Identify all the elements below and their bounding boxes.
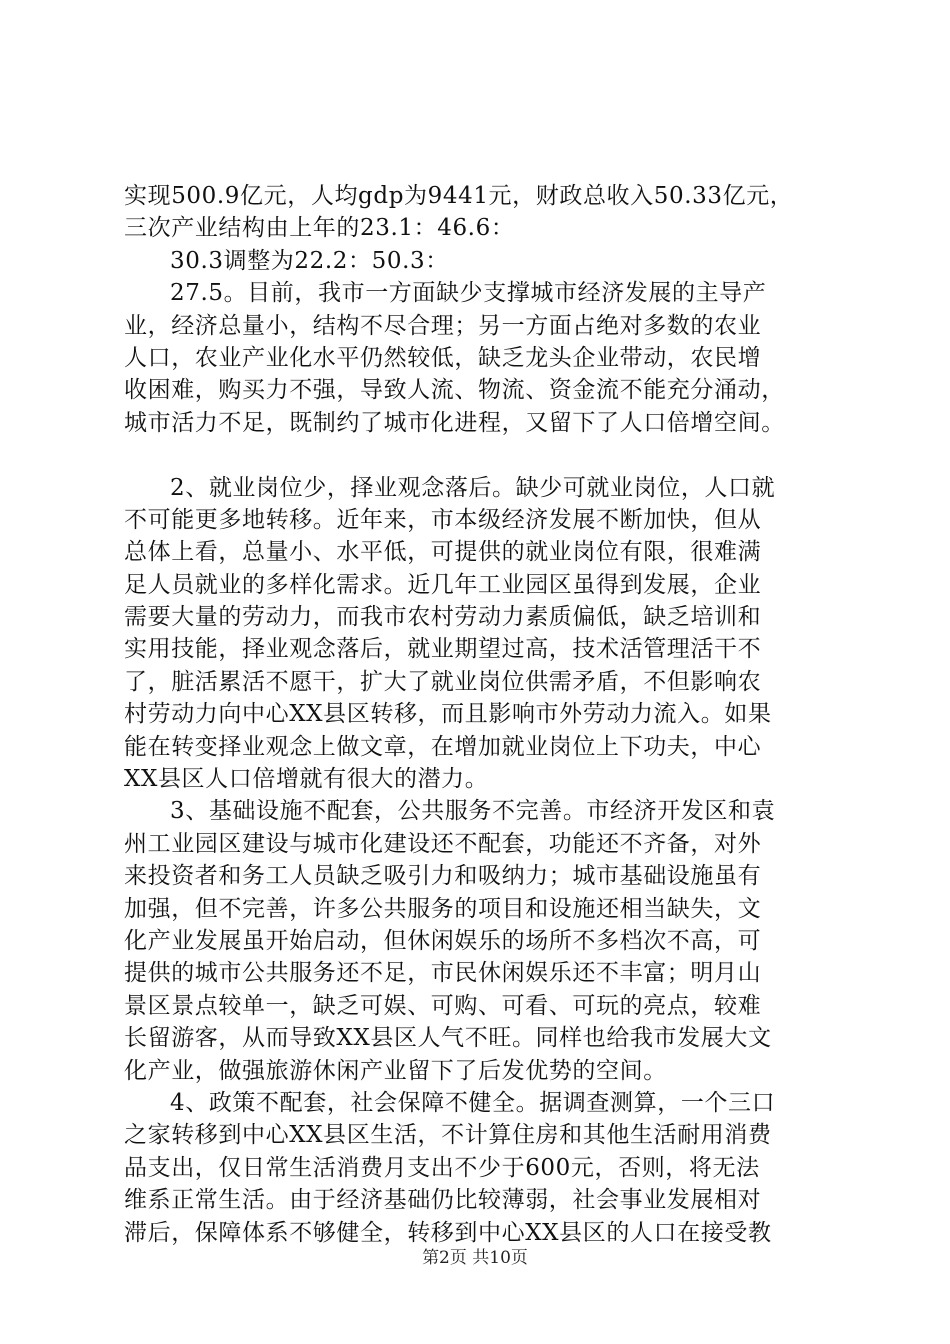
text-line: 之家转移到中心XX县区生活，不计算住房和其他生活耐用消费 (124, 1122, 772, 1149)
text-line: 化产业发展虽开始启动，但休闲娱乐的场所不多档次不高，可 (124, 927, 762, 954)
text-line: 业，经济总量小，结构不尽合理；另一方面占绝对多数的农业 (124, 312, 762, 339)
text-line: 提供的城市公共服务还不足，市民休闲娱乐还不丰富；明月山 (124, 960, 762, 987)
text-line: 实用技能，择业观念落后，就业期望过高，技术活管理活干不 (124, 636, 762, 663)
text-line: 能在转变择业观念上做文章，在增加就业岗位上下功夫，中心 (124, 733, 762, 760)
paragraph-gap (124, 439, 836, 471)
text-line: 实现500.9亿元，人均gdp为9441元，财政总收入50.33亿元， (124, 183, 794, 209)
text-line: 来投资者和务工人员缺乏吸引力和吸纳力；城市基础设施虽有 (124, 863, 762, 890)
text-line: 收困难，购买力不强，导致人流、物流、资金流不能充分涌动， (124, 377, 785, 404)
body-text (124, 180, 836, 1249)
text-line: 30.3调整为22.2：50.3： (170, 247, 449, 274)
text-line: 品支出，仅日常生活消费月支出不少于600元，否则，将无法 (124, 1154, 760, 1181)
text-line: 三次产业结构由上年的23.1：46.6： (124, 215, 515, 242)
text-line: 27.5。目前，我市一方面缺少支撑城市经济发展的主导产 (170, 280, 767, 307)
text-line: 总体上看，总量小、水平低，可提供的就业岗位有限，很难满 (124, 539, 762, 566)
text-line: 城市活力不足，既制约了城市化进程，又留下了人口倍增空间。 (124, 409, 785, 436)
text-line: 4、政策不配套，社会保障不健全。据调查测算，一个三口 (170, 1089, 776, 1116)
text-line: 维系正常生活。由于经济基础仍比较薄弱，社会事业发展相对 (124, 1187, 762, 1214)
text-line: 3、基础设施不配套，公共服务不完善。市经济开发区和袁 (170, 798, 776, 825)
text-line: 人口，农业产业化水平仍然较低，缺乏龙头企业带动，农民增 (124, 344, 762, 371)
text-line: 需要大量的劳动力，而我市农村劳动力素质偏低，缺乏培训和 (124, 604, 762, 631)
text-line: 长留游客，从而导致XX县区人气不旺。同样也给我市发展大文 (124, 1025, 772, 1052)
text-line: 滞后，保障体系不够健全，转移到中心XX县区的人口在接受教 (124, 1219, 772, 1246)
text-line: 了，脏活累活不愿干，扩大了就业岗位供需矛盾，不但影响农 (124, 668, 762, 695)
text-line: 2、就业岗位少，择业观念落后。缺少可就业岗位，人口就 (170, 474, 776, 501)
text-line: 加强，但不完善，许多公共服务的项目和设施还相当缺失，文 (124, 895, 762, 922)
text-line: XX县区人口倍增就有很大的潜力。 (124, 766, 489, 793)
text-line: 村劳动力向中心XX县区转移，而且影响市外劳动力流入。如果 (124, 701, 772, 728)
text-line: 景区景点较单一，缺乏可娱、可购、可看、可玩的亮点，较难 (124, 992, 762, 1019)
text-line: 不可能更多地转移。近年来，市本级经济发展不断加快，但从 (124, 506, 762, 533)
text-line: 化产业，做强旅游休闲产业留下了后发优势的空间。 (124, 1057, 667, 1084)
page-footer: 第2页 共10页 (422, 1248, 528, 1268)
text-line: 州工业园区建设与城市化建设还不配套，功能还不齐备，对外 (124, 830, 762, 857)
text-line: 足人员就业的多样化需求。近几年工业园区虽得到发展，企业 (124, 571, 762, 598)
